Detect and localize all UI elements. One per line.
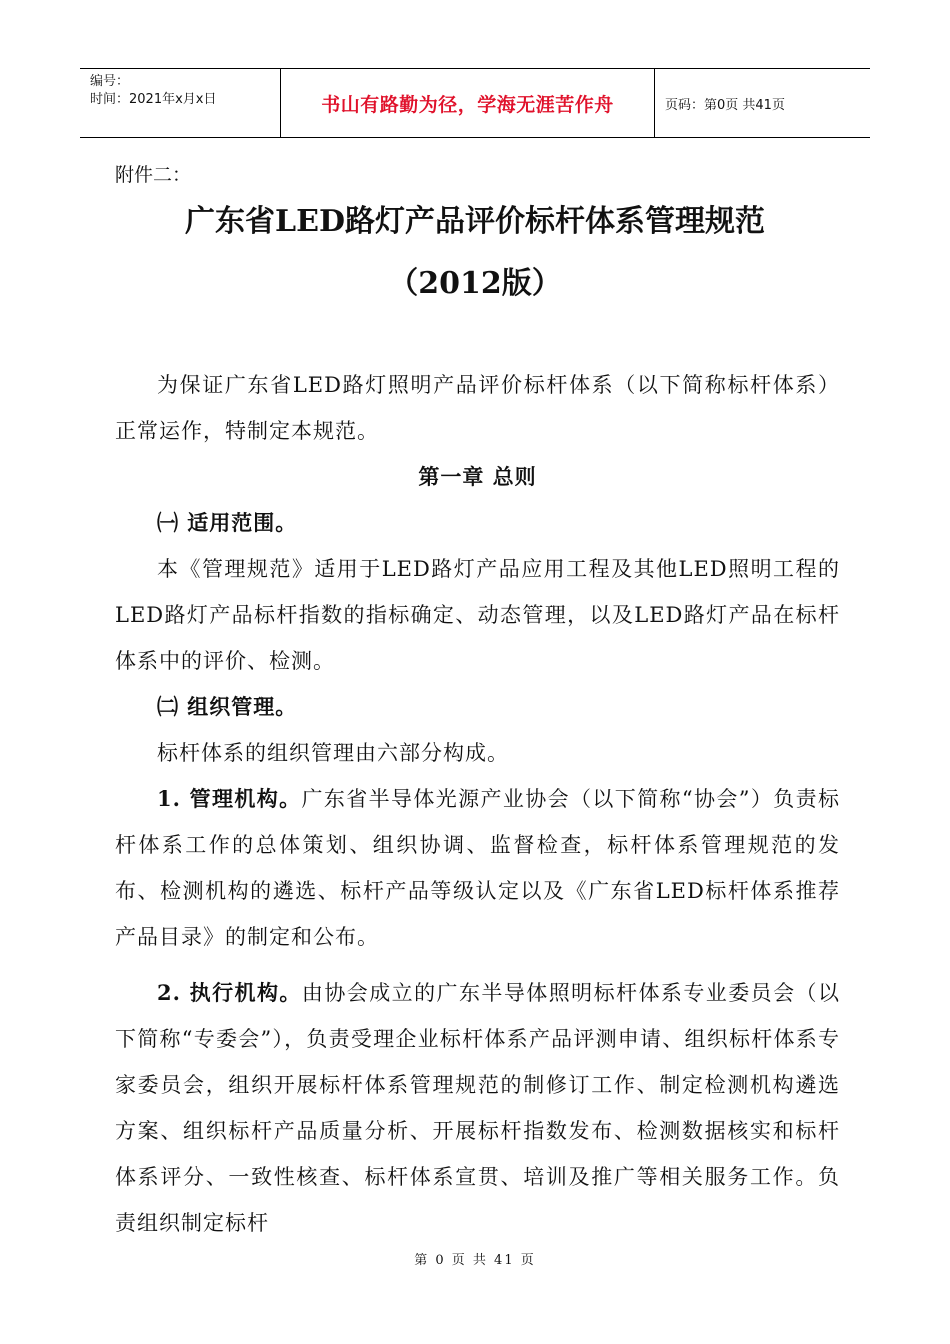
intro-paragraph: 为保证广东省LED路灯照明产品评价标杆体系（以下简称标杆体系）正常运作，特制定本规范。 [115,373,840,443]
item-management-lead: 1. 管理机构。 [157,786,302,811]
header-motto: 书山有路勤为径，学海无涯苦作舟 [321,93,614,116]
page-header [80,68,870,138]
header-meta [80,69,281,137]
chapter-heading: 第一章 总则 [418,464,537,489]
section-organization-paragraph: 标杆体系的组织管理由六部分构成。 [157,741,509,765]
attachment-label: 附件二： [115,164,192,186]
item-management-text: 广东省半导体光源产业协会（以下简称“协会”）负责标杆体系工作的总体策划、组织协调、监督检查，标杆体系管理规范的发布、检测机构的遴选、标杆产品等级认定以及《广东省LED标杆体系推荐产品目录》的制定和公布。 [115,787,840,949]
document-title: 广东省LED路灯产品评价标杆体系管理规范 [185,204,765,239]
page-info-text: 页码：第0页 共41页 [665,97,785,113]
page-footer: 第 0 页 共 41 页 [414,1253,536,1268]
header-page-info [655,69,870,137]
section-heading-scope: ㈠ 适用范围。 [157,510,298,535]
item-execution-lead: 2. 执行机构。 [157,980,302,1005]
item-execution-paragraph [115,970,840,1246]
document-time-label: 时间：2021年x月x日 [90,92,217,107]
document-number-label: 编号： [90,74,130,89]
document-body [115,362,840,1246]
item-management-paragraph [115,776,840,960]
document-subtitle: （2012版） [388,266,562,301]
header-motto-cell [281,69,655,137]
section-heading-organization: ㈡ 组织管理。 [157,694,298,719]
item-execution-text: 由协会成立的广东半导体照明标杆体系专业委员会（以下简称“专委会”），负责受理企业标杆体系产品评测申请、组织标杆体系专家委员会，组织开展标杆体系管理规范的制修订工作、制定检测机构遴选方案、组织标杆产品质量分析、开展标杆指数发布、检测数据核实和标杆体系评分、一致性核查、标杆体系宣贯、培训及推广等相关服务工作。负责组织制定标杆 [115,981,840,1235]
section-scope-paragraph: 本《管理规范》适用于LED路灯产品应用工程及其他LED照明工程的LED路灯产品标杆指数的指标确定、动态管理，以及LED路灯产品在标杆体系中的评价、检测。 [115,557,840,673]
